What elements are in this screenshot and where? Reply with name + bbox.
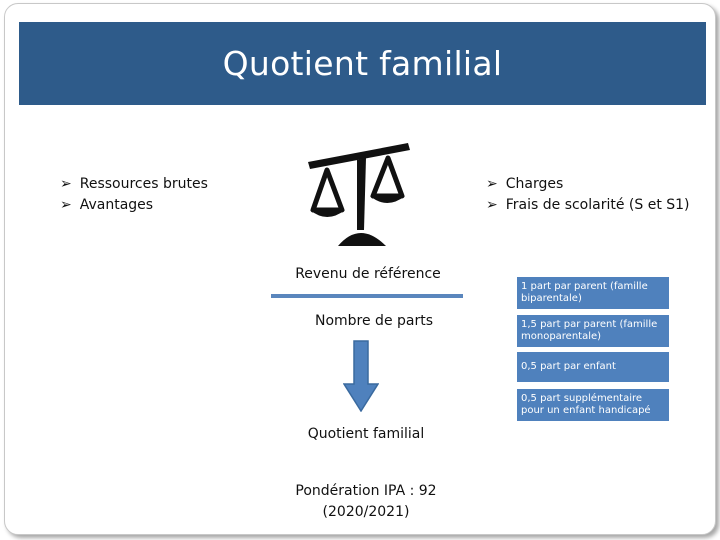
parts-box [517,352,669,382]
bullet-text: Avantages [79,197,154,213]
arrow-bullet-icon: ➢ [486,176,498,192]
list-item [486,174,690,195]
parts-box [517,277,669,309]
right-bullet-list [486,174,690,216]
left-bullet-list [60,174,208,216]
parts-box-text: 0,5 part par enfant [521,361,616,372]
numerator-label: Revenu de référence [295,266,441,282]
list-item [60,174,208,195]
parts-box-text: 1 part par parent (famille biparentale) [521,281,648,304]
list-item [486,195,690,216]
slide-title: Quotient familial [222,44,503,83]
list-item [60,195,208,216]
arrow-bullet-icon: ➢ [60,197,72,213]
result-label: Quotient familial [307,426,425,442]
bullet-text: Charges [505,176,564,192]
parts-box [517,315,669,347]
title-bar [19,22,706,105]
bullet-text: Ressources brutes [79,176,208,192]
denominator-label: Nombre de parts [314,313,434,329]
scale-balance-icon [300,130,425,250]
parts-box-text: 0,5 part supplémentaire pour un enfant handicapé [521,393,651,416]
arrow-bullet-icon: ➢ [486,197,498,213]
parts-box-text: 1,5 part par parent (famille monoparentale) [521,319,658,342]
arrow-bullet-icon: ➢ [60,176,72,192]
ponderation-label: Pondération IPA : 92 (2020/2021) [295,483,437,520]
bullet-text: Frais de scolarité (S et S1) [505,197,690,213]
parts-box [517,389,669,421]
down-arrow-icon [343,340,379,412]
fraction-line [271,294,463,298]
